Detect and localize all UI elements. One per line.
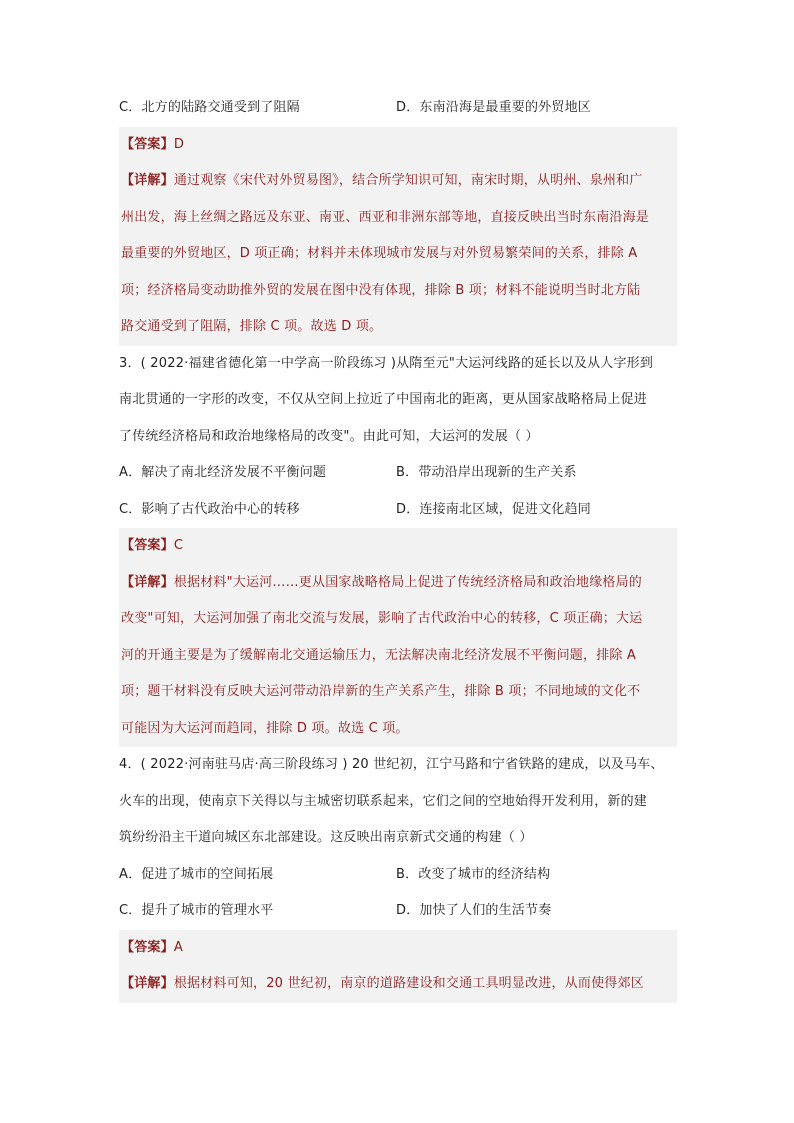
q4-stem-line-2: 火车的出现，使南京下关得以与主城密切联系起来，它们之间的空地始得开发利用，新的建 [119, 793, 648, 809]
q4-option-c[interactable]: C．提升了城市的管理水平 [119, 903, 274, 918]
q3-detail-line-1 [119, 565, 677, 602]
q2-detail-line-4: 项；经济格局变动助推外贸的发展在图中没有体现，排除 B 项；材料不能说明当时北方陆 [121, 282, 641, 298]
q4-stem-line-3: 筑纷纷沿主干道向城区东北部建设。这反映出南京新式交通的构建（ ） [119, 830, 533, 845]
q4-detail-tag: 【详解】 [121, 976, 174, 991]
q3-answer-tag: 【答案】 [121, 538, 174, 553]
q2-answer-value: D [173, 136, 185, 152]
q4-answer-line [119, 930, 677, 967]
q4-answer-value: A [173, 939, 183, 955]
q4-options-row-2 [119, 893, 677, 930]
q3-detail-line-3: 河的开通主要是为了缓解南北交通运输压力，无法解决南北经济发展不平衡问题，排除 A [121, 647, 637, 663]
q3-detail-line-4: 项；题干材料没有反映大运河带动沿岸新的生产关系产生，排除 B 项；不同地域的文化不 [121, 684, 641, 699]
q4-detail-text-1: 根据材料可知，20 世纪初，南京的道路建设和交通工具明显改进，从而使得郊区 [173, 976, 644, 991]
q4-answer-tag: 【答案】 [121, 939, 174, 955]
q2-detail-line-2: 州出发，海上丝绸之路远及东亚、南亚、西亚和非洲东部等地，直接反映出当时东南沿海是 [121, 209, 650, 225]
q2-answer-line [119, 127, 677, 164]
q3-options-row-2 [119, 492, 677, 529]
q3-stem-line-2: 南北贯通的一字形的改变，不仅从空间上拉近了中国南北的距离，更从国家战略格局上促进 [119, 392, 648, 407]
q3-option-d[interactable]: D．连接南北区域，促进文化趋同 [396, 501, 592, 517]
q3-stem-line-3: 了传统经济格局和政治地缘格局的改变"。由此可知，大运河的发展（ ） [119, 428, 539, 444]
q2-answer-tag: 【答案】 [121, 136, 174, 152]
q4-option-d[interactable]: D．加快了人们的生活节奏 [396, 903, 552, 918]
q3-detail-tag: 【详解】 [121, 574, 174, 590]
q3-detail-line-2: 改变"可知，大运河加强了南北交流与发展，影响了古代政治中心的转移，C 项正确；大运 [121, 611, 643, 626]
q3-detail-line-5: 可能因为大运河而趋同，排除 D 项。故选 C 项。 [121, 720, 409, 736]
q3-answer-value: C [173, 538, 184, 553]
q2-detail-line-3: 最重要的外贸地区，D 项正确；材料并未体现城市发展与对外贸易繁荣间的关系，排除 A [121, 246, 638, 261]
q3-option-c[interactable]: C．影响了古代政治中心的转移 [119, 501, 300, 517]
q2-detail-text-1: 通过观察《宋代对外贸易图》，结合所学知识可知，南宋时期，从明州、泉州和广 [173, 173, 643, 188]
q4-option-b[interactable]: B．改变了城市的经济结构 [396, 866, 551, 882]
q3-option-b[interactable]: B．带动沿岸出现新的生产关系 [396, 465, 577, 480]
q2-detail-line-1 [119, 163, 677, 200]
q2-detail-tag: 【详解】 [121, 173, 174, 188]
document-page [119, 90, 677, 1003]
q3-answer-line [119, 528, 677, 565]
q4-options-row-1 [119, 857, 677, 894]
q4-stem-line-1: 4．( 2022·河南驻马店·高三阶段练习 ) 20 世纪初，江宁马路和宁省铁路的建成，以及马车、 [119, 757, 664, 772]
q2-detail-line-5: 路交通受到了阻隔，排除 C 项。故选 D 项。 [121, 319, 383, 334]
q4-option-a[interactable]: A．促进了城市的空间拓展 [119, 866, 274, 882]
q4-detail-line-1 [119, 966, 677, 1003]
q3-answer-block [119, 528, 677, 747]
q2-options-row-2 [119, 90, 677, 127]
q2-option-c[interactable]: C．北方的陆路交通受到了阻隔 [119, 100, 300, 115]
q2-answer-block [119, 127, 677, 346]
q4-answer-block [119, 930, 677, 1003]
q3-options-row-1 [119, 455, 677, 492]
q2-option-d[interactable]: D．东南沿海是最重要的外贸地区 [396, 100, 592, 115]
q3-stem-line-1: 3．( 2022·福建省德化第一中学高一阶段练习 )从隋至元"大运河线路的延长以及从人字形到 [119, 355, 654, 371]
q3-option-a[interactable]: A．解决了南北经济发展不平衡问题 [119, 465, 327, 480]
q3-detail-text-1: 根据材料"大运河……更从国家战略格局上促进了传统经济格局和政治地缘格局的 [173, 574, 642, 590]
